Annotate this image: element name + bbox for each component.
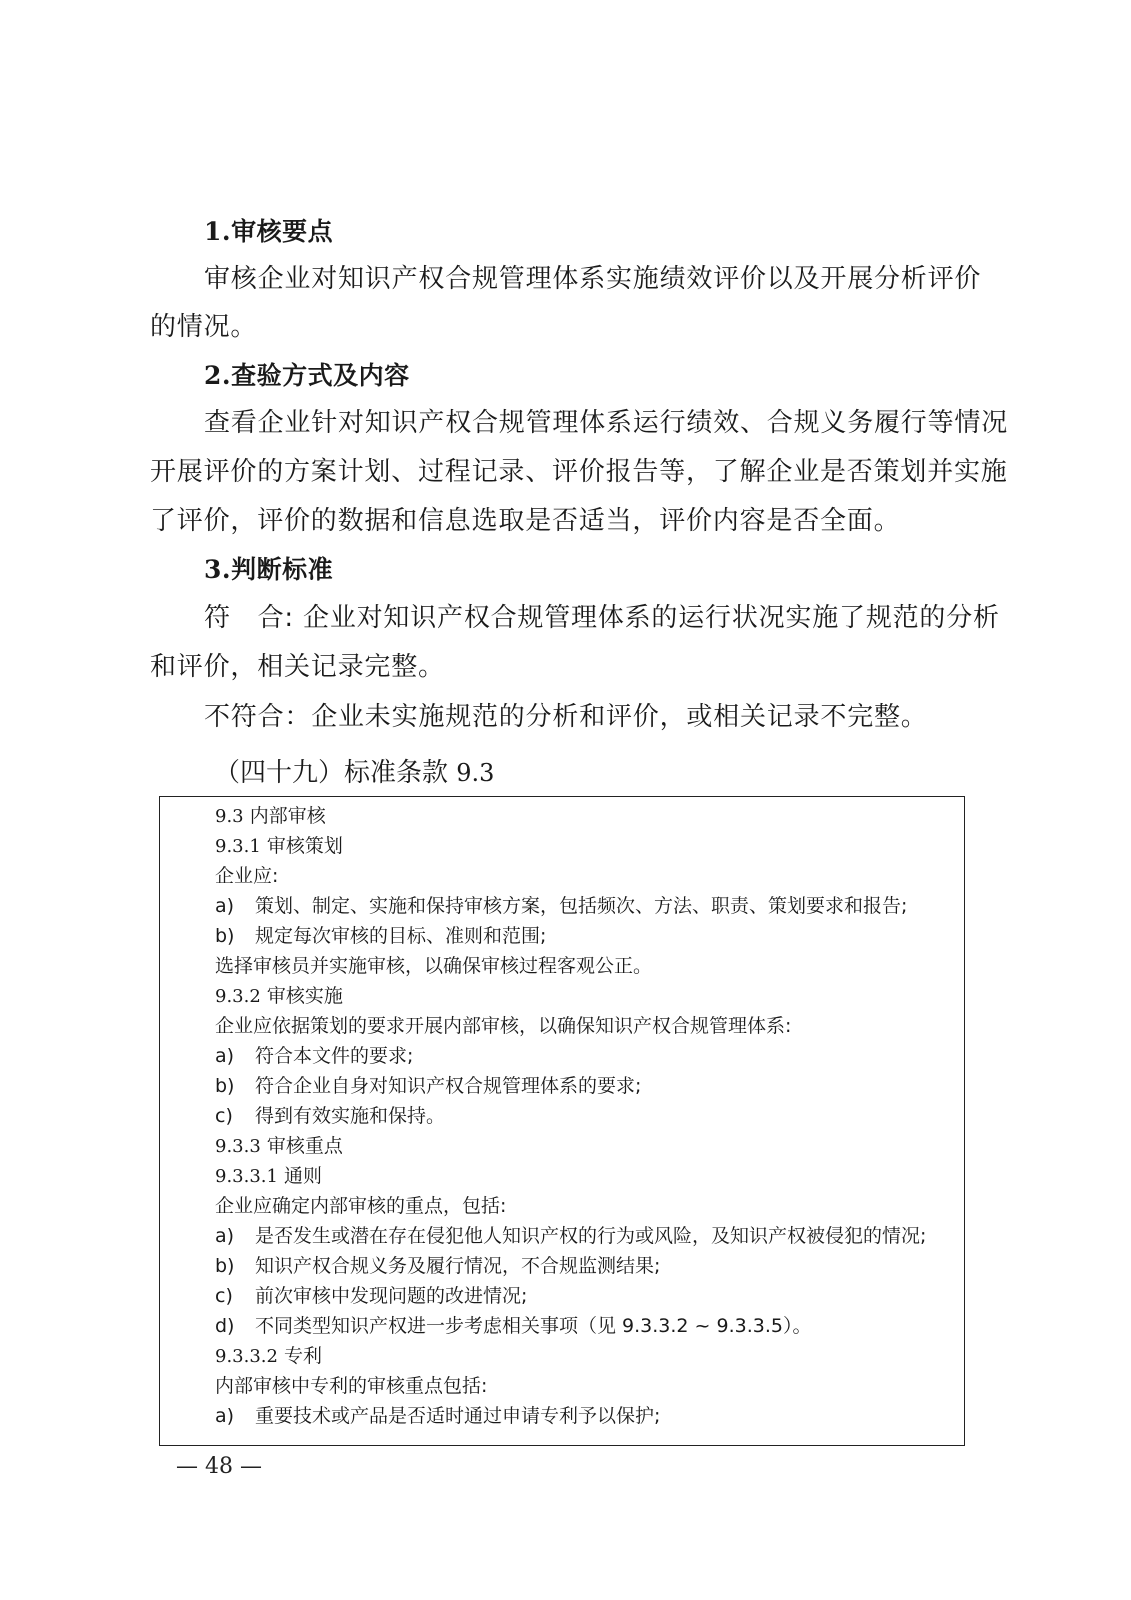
clause-heading: 9.3.1 审核策划 <box>215 835 343 857</box>
list-item: b) 符合企业自身对知识产权合规管理体系的要求; <box>215 1075 642 1097</box>
list-item: a) 是否发生或潜在存在侵犯他人知识产权的行为或风险，及知识产权被侵犯的情况; <box>215 1225 927 1247</box>
body-line: 的情况。 <box>150 312 258 342</box>
clause-text: 企业应依据策划的要求开展内部审核，以确保知识产权合规管理体系: <box>215 1015 792 1037</box>
clause-number: 9.3 <box>456 759 495 787</box>
list-item: a) 策划、制定、实施和保持审核方案，包括频次、方法、职责、策划要求和报告; <box>215 895 908 917</box>
section-heading-inspection-method: 2.查验方式及内容 <box>204 361 410 390</box>
clause-heading: 9.3.3.2 专利 <box>215 1345 323 1367</box>
body-line: 符 合: 企业对知识产权合规管理体系的运行状况实施了规范的分析 <box>204 603 1000 633</box>
page-number: — 48 — <box>176 1454 262 1479</box>
clause-heading: 9.3 内部审核 <box>215 805 326 827</box>
clause-text: 选择审核员并实施审核，以确保审核过程客观公正。 <box>215 955 653 977</box>
list-item: a) 符合本文件的要求; <box>215 1045 414 1067</box>
list-item: a) 重要技术或产品是否适时通过申请专利予以保护; <box>215 1405 661 1427</box>
body-line: 和评价，相关记录完整。 <box>150 652 445 682</box>
clause-heading: 9.3.3 审核重点 <box>215 1135 343 1157</box>
clause-heading: 9.3.2 审核实施 <box>215 985 343 1007</box>
clause-heading: 9.3.3.1 通则 <box>215 1165 323 1187</box>
standard-clause-box <box>159 796 965 1446</box>
clause-text: 内部审核中专利的审核重点包括: <box>215 1375 488 1397</box>
body-line: 审核企业对知识产权合规管理体系实施绩效评价以及开展分析评价 <box>204 264 982 294</box>
body-line: 不符合：企业未实施规范的分析和评价，或相关记录不完整。 <box>204 702 928 732</box>
list-item: d) 不同类型知识产权进一步考虑相关事项（见 9.3.3.2 ~ 9.3.3.5）。 <box>215 1315 812 1337</box>
body-line: 了评价，评价的数据和信息选取是否适当，评价内容是否全面。 <box>150 506 901 536</box>
section-heading-audit-points: 1.审核要点 <box>204 217 334 246</box>
clause-text: 企业应确定内部审核的重点，包括: <box>215 1195 507 1217</box>
clause-prefix: （四十九）标准条款 <box>214 758 449 788</box>
body-line: 开展评价的方案计划、过程记录、评价报告等，了解企业是否策划并实施 <box>150 457 1008 487</box>
list-item: c) 得到有效实施和保持。 <box>215 1105 446 1127</box>
clause-text: 企业应: <box>215 865 279 887</box>
list-item: b) 规定每次审核的目标、准则和范围; <box>215 925 547 947</box>
list-item: b) 知识产权合规义务及履行情况，不合规监测结果; <box>215 1255 661 1277</box>
list-item: c) 前次审核中发现问题的改进情况; <box>215 1285 528 1307</box>
body-line: 查看企业针对知识产权合规管理体系运行绩效、合规义务履行等情况 <box>204 408 1009 438</box>
clause-title <box>214 752 494 789</box>
section-heading-criteria: 3.判断标准 <box>204 555 334 584</box>
